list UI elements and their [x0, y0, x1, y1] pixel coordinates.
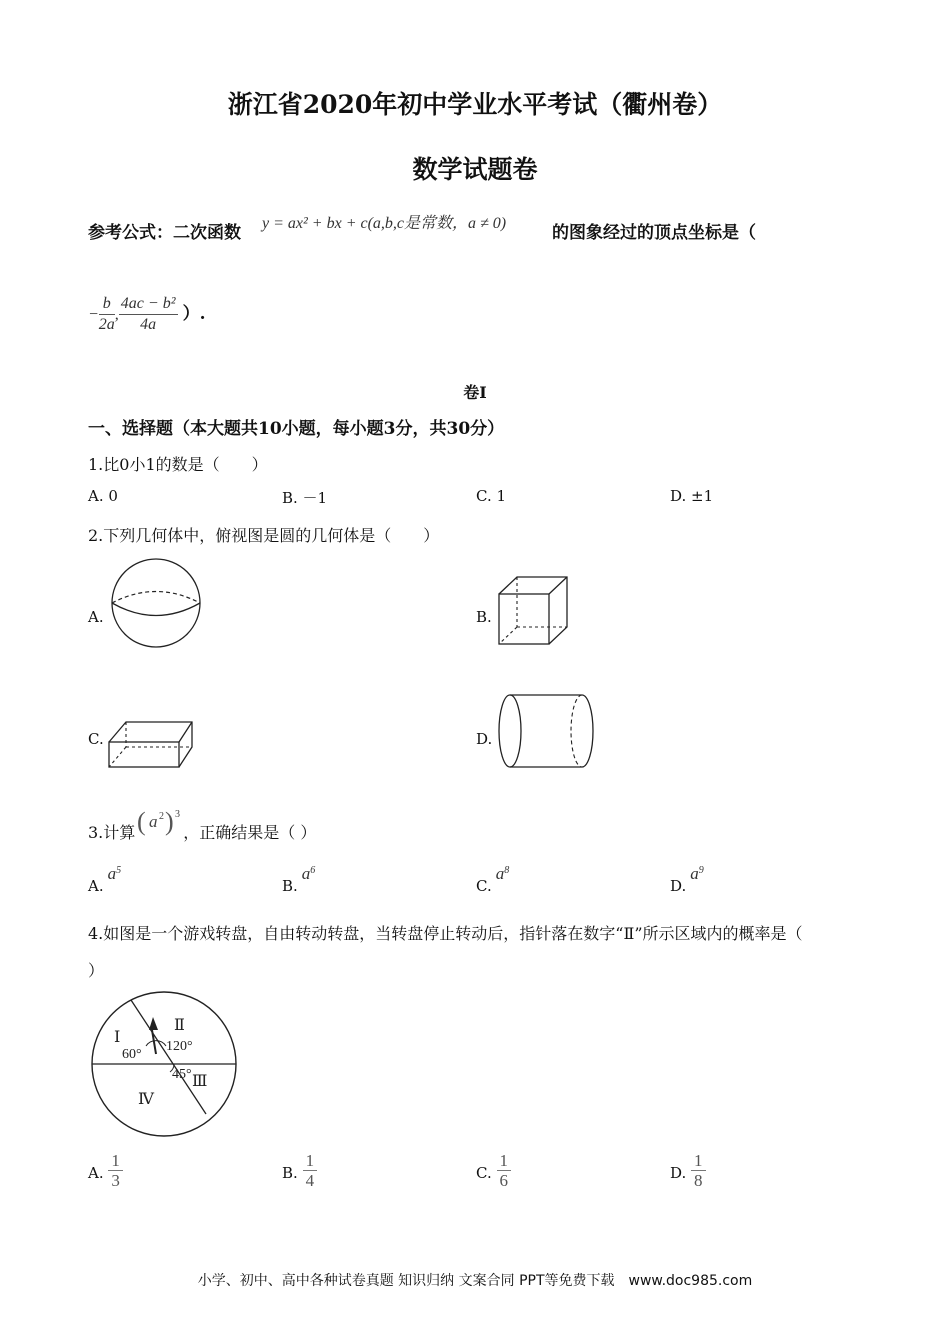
q1-option-d[interactable]: D. ±1	[670, 487, 714, 505]
sphere-figure	[108, 556, 204, 650]
q1-option-b[interactable]: B. －1	[282, 489, 328, 507]
question-4-stem-end: ）	[88, 961, 105, 980]
q1-option-a[interactable]: A. 0	[88, 487, 118, 505]
spinner-figure	[86, 990, 242, 1138]
angle-label-120: 120°	[166, 1039, 193, 1054]
region-label-3: Ⅲ	[192, 1073, 208, 1090]
svg-text:2: 2	[159, 811, 165, 822]
q3-option-a[interactable]: $A.a^5$	[88, 864, 122, 895]
cuboid-figure	[106, 718, 196, 770]
formula-suffix: 的图象经过的顶点坐标是（	[552, 223, 756, 243]
question-3	[88, 808, 316, 848]
svg-text:3: 3	[175, 809, 181, 820]
region-label-1: Ⅰ	[114, 1029, 121, 1046]
section-heading: 一、选择题（本大题共10小题，每小题3分，共30分）	[88, 419, 505, 439]
question-4-stem: 4.如图是一个游戏转盘，自由转动转盘，当转盘停止转动后，指针落在数字“Ⅱ”所示区域内的概率是（	[88, 924, 803, 943]
svg-text:): )	[165, 808, 174, 836]
cylinder-figure	[496, 692, 598, 770]
q2-option-d[interactable]: D.	[476, 730, 493, 748]
region-label-4: Ⅳ	[138, 1091, 154, 1108]
formula-prefix: 参考公式：二次函数	[88, 223, 241, 243]
q3-option-b[interactable]: $B.a^6$	[282, 864, 316, 895]
question-1-stem: 1.比0小1的数是（ ）	[88, 455, 268, 474]
volume-label: 卷Ⅰ	[463, 383, 487, 402]
q3-option-c[interactable]: $C.a^8$	[476, 864, 510, 895]
angle-label-45: 45°	[172, 1067, 192, 1082]
q4-option-a[interactable]: A. $\frac{1}{3}$	[88, 1152, 123, 1191]
region-label-2: Ⅱ	[174, 1017, 185, 1034]
q1-option-c[interactable]: C. 1	[476, 487, 507, 505]
svg-text:a: a	[149, 812, 158, 831]
angle-label-60: 60°	[122, 1047, 142, 1062]
question-2-stem: 2.下列几何体中，俯视图是圆的几何体是（ ）	[88, 526, 440, 545]
q3-expression	[135, 808, 183, 848]
q4-option-d[interactable]: D. $\frac{1}{8}$	[670, 1152, 706, 1191]
cube-figure	[496, 574, 572, 648]
vertex-y-fraction: $\frac{\text{4ac − b²}}{4a}$	[120, 295, 176, 333]
q4-option-c[interactable]: C. $\frac{1}{6}$	[476, 1152, 511, 1191]
q2-option-c[interactable]: C.	[88, 730, 104, 748]
q3-stem-suffix: ，正确结果是（ ）	[183, 823, 317, 842]
exam-subtitle: 数学试题卷	[412, 155, 538, 184]
q3-stem-prefix: 3.计算	[88, 823, 136, 842]
svg-text:(: (	[137, 808, 146, 836]
exam-title: 浙江省2020年初中学业水平考试（衢州卷）	[227, 90, 723, 119]
formula-expression: y = ax² + bx + c(a,b,c是常数，a ≠ 0)	[262, 215, 507, 232]
q2-option-a[interactable]: A.	[88, 608, 104, 626]
vertex-x-fraction: $\frac{b}{2a}$	[98, 295, 115, 333]
q2-option-b[interactable]: B.	[476, 608, 492, 626]
q3-option-d[interactable]: $D.a^9$	[670, 864, 704, 895]
q4-option-b[interactable]: B. $\frac{1}{4}$	[282, 1152, 317, 1191]
vertex-formula: − $\frac{b}{2a}$ , $\frac{\text{4ac − b²}}{4a}$ ）.	[88, 295, 206, 333]
footer-text: 小学、初中、高中各种试卷真题 知识归纳 文案合同 PPT等免费下载 www.doc985.com	[197, 1273, 753, 1289]
